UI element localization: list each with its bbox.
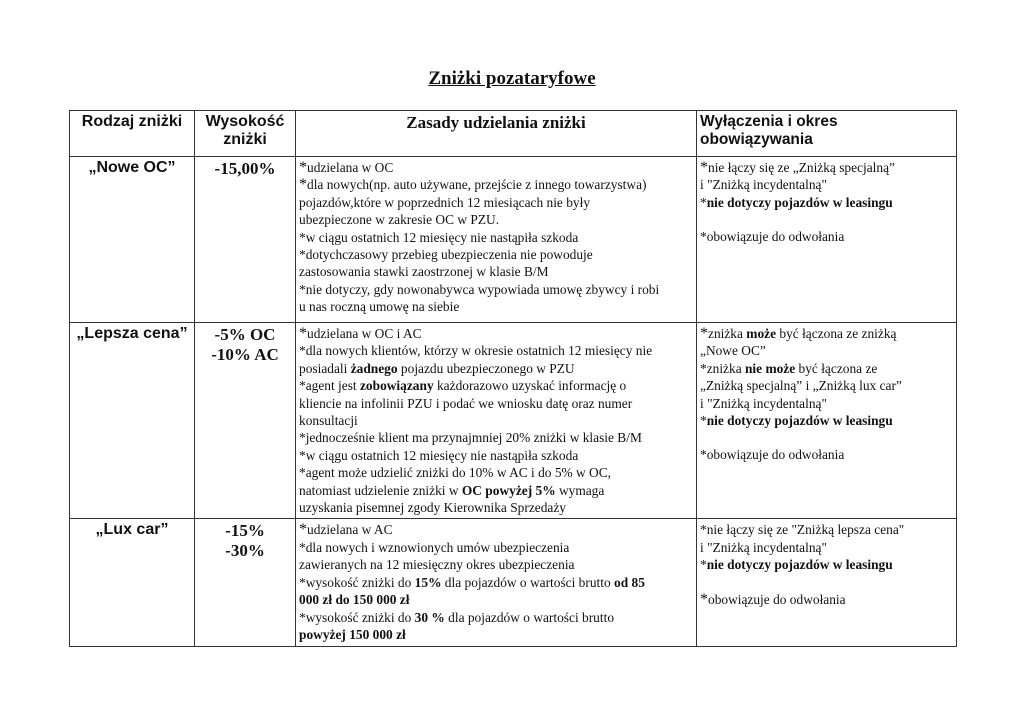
rule-line [299, 499, 693, 516]
rule-line [299, 521, 693, 538]
line-text: zniżka [708, 326, 747, 341]
line-text: * [700, 194, 707, 210]
discount-name: „Lepsza cena” [70, 323, 195, 519]
rule-line [299, 159, 693, 176]
line-text: *dla nowych i wznowionych umów ubezpieczenia [299, 539, 570, 555]
header-type: Rodzaj zniżki [70, 111, 195, 157]
line-text: i "Zniżką incydentalną" [700, 395, 827, 411]
line-text: konsultacji [299, 413, 358, 429]
line-text: obowiązuje do odwołania [708, 591, 846, 607]
exclusion-line [700, 176, 953, 193]
exclusion-line [700, 521, 953, 538]
line-bold: 30 % [414, 609, 445, 625]
header-exclusions: Wyłączenia i okres obowiązywania [697, 111, 957, 157]
rule-line [299, 325, 693, 342]
discounts-table [69, 110, 957, 647]
line-text-after: być łączona ze [795, 360, 878, 376]
line-text-after: być łączona ze zniżką [776, 326, 897, 341]
discount-exclusions [697, 323, 957, 519]
rule-line [299, 360, 693, 377]
rule-line [299, 246, 693, 263]
line-text: „Zniżką specjalną” i „Zniżką lux car” [700, 378, 902, 394]
rule-line [299, 626, 693, 643]
exclusion-line [700, 194, 953, 211]
line-text: *obowiązuje do odwołania [700, 447, 845, 463]
rule-line [299, 609, 693, 626]
line-bold: nie dotyczy pojazdów w leasingu [706, 557, 893, 573]
line-text: *w ciągu ostatnich 12 miesięcy nie nastąpiła szkoda [299, 229, 579, 245]
line-text: kliencie na infolinii PZU i podać we wniosku datę oraz numer [299, 395, 633, 411]
bullet-star: * [299, 325, 307, 342]
discount-amount-line1: -15% [225, 521, 265, 541]
line-text: * [700, 413, 707, 429]
line-bold: 15% [414, 574, 442, 590]
line-text: i "Zniżką incydentalną" [700, 177, 827, 193]
exclusion-line [700, 395, 953, 412]
exclusion-line [700, 446, 953, 463]
table-row [70, 323, 957, 519]
header-row [70, 111, 957, 157]
exclusion-line [700, 360, 953, 377]
rule-line [299, 194, 693, 211]
line-bold: może [746, 326, 777, 341]
line-text: *wysokość zniżki do [299, 609, 415, 625]
line-text: *nie dotyczy, gdy nowonabywca wypowiada umowę zbywcy i robi [299, 281, 660, 297]
exclusion-line [700, 159, 953, 176]
rule-line [299, 281, 693, 298]
bullet-star: * [299, 176, 307, 194]
line-text: nie łączy się ze „Zniżką specjalną” [708, 160, 895, 175]
rule-line [299, 229, 693, 246]
rule-line [299, 342, 693, 359]
line-bold: 000 zł do 150 000 zł [299, 592, 410, 608]
table-row [70, 519, 957, 647]
exclusion-gap [700, 574, 953, 591]
line-text-after: wymaga [555, 482, 605, 498]
discount-amount [195, 519, 296, 647]
discount-amount-line1: -15,00% [214, 159, 276, 178]
rule-line [299, 556, 693, 573]
line-bold-2: od 85 [614, 574, 645, 590]
header-amount [195, 111, 296, 157]
rule-line [299, 591, 693, 608]
line-text: zawieranych na 12 miesięczny okres ubezpieczenia [299, 557, 575, 573]
discount-amount [195, 323, 296, 519]
line-bold: żadnego [350, 360, 398, 376]
exclusion-line [700, 591, 953, 608]
rule-line [299, 482, 693, 499]
line-bold: nie dotyczy pojazdów w leasingu [706, 413, 893, 429]
exclusion-line [700, 412, 953, 429]
rule-line [299, 539, 693, 556]
discount-amount-line1: -5% OC [214, 325, 276, 344]
line-text: dla nowych(np. auto używane, przejście z innego towarzystwa) [307, 177, 647, 193]
line-text: udzielana w OC i AC [307, 326, 422, 341]
rule-line [299, 447, 693, 464]
line-text: *agent jest [299, 378, 360, 394]
line-text: *zniżka [700, 360, 745, 376]
discount-amount-line2: -10% AC [211, 345, 279, 364]
line-text: udzielana w AC [307, 522, 393, 538]
discount-name: „Nowe OC” [70, 157, 195, 323]
line-text: natomiast udzielenie zniżki w [299, 482, 462, 498]
discount-amount [195, 157, 296, 323]
rule-line [299, 412, 693, 429]
line-text: *dla nowych klientów, którzy w okresie ostatnich 12 miesięcy nie [299, 343, 653, 359]
line-text: *nie łączy się ze "Zniżką lepsza cena" [700, 522, 905, 538]
line-bold: powyżej 150 000 zł [299, 626, 406, 642]
rule-line [299, 377, 693, 394]
line-text-after: dla pojazdów o wartości brutto [441, 574, 615, 590]
header-amount-line1: Wysokość [205, 113, 285, 130]
line-text: *jednocześnie klient ma przynajmniej 20% zniżki w klasie B/M [299, 430, 642, 446]
rule-line [299, 263, 693, 280]
line-text: i "Zniżką incydentalną" [700, 539, 827, 555]
line-text: *obowiązuje do odwołania [700, 229, 845, 245]
discount-exclusions [697, 519, 957, 647]
line-text: uzyskania pisemnej zgody Kierownika Sprzedaży [299, 500, 566, 516]
exclusion-gap [700, 211, 953, 228]
bullet-star: * [299, 159, 307, 176]
discount-name: „Lux car” [70, 519, 195, 647]
exclusion-line [700, 377, 953, 394]
rule-line [299, 176, 693, 193]
exclusion-line [700, 342, 953, 359]
discount-amount-line2: -30% [225, 541, 265, 561]
discount-exclusions [697, 157, 957, 323]
discount-rules [296, 323, 697, 519]
line-text: u nas roczną umowę na siebie [299, 299, 460, 315]
line-bold: nie może [744, 360, 796, 376]
exclusion-line [700, 228, 953, 245]
line-text: posiadali [299, 360, 351, 376]
line-text-after: pojazdu ubezpieczonego w PZU [397, 360, 575, 376]
page-title: Zniżki pozataryfowe [428, 68, 596, 89]
line-bold: OC powyżej 5% [461, 482, 556, 498]
line-text: *agent może udzielić zniżki do 10% w AC i do 5% w OC, [299, 465, 612, 481]
line-bold: nie dotyczy pojazdów w leasingu [706, 194, 893, 210]
line-text-after: każdorazowo uzyskać informację o [433, 378, 627, 394]
rule-line [299, 464, 693, 481]
bullet-star: * [299, 521, 307, 539]
discount-rules [296, 157, 697, 323]
exclusion-line [700, 556, 953, 573]
rule-line [299, 211, 693, 228]
line-text: *dotychczasowy przebieg ubezpieczenia nie powoduje [299, 247, 593, 263]
exclusion-line [700, 325, 953, 342]
line-text: *wysokość zniżki do [299, 574, 415, 590]
rule-line [299, 298, 693, 315]
header-rules: Zasady udzielania zniżki [296, 111, 697, 157]
line-text-after: dla pojazdów o wartości brutto [444, 609, 615, 625]
bullet-star: * [700, 325, 708, 342]
header-amount-line2: zniżki [223, 131, 267, 148]
line-text: pojazdów,które w poprzednich 12 miesiącach nie były [299, 194, 591, 210]
bullet-star: * [700, 590, 708, 608]
line-bold: zobowiązany [359, 378, 434, 394]
discount-rules [296, 519, 697, 647]
line-text: ubezpieczone w zakresie OC w PZU. [299, 212, 500, 228]
line-text: * [700, 557, 707, 573]
rule-line [299, 429, 693, 446]
bullet-star: * [700, 159, 708, 176]
line-text: „Nowe OC” [700, 343, 766, 359]
exclusion-gap [700, 429, 953, 446]
line-text: zastosowania stawki zaostrzonej w klasie B/M [299, 264, 549, 280]
exclusion-line [700, 539, 953, 556]
table-row [70, 157, 957, 323]
rule-line [299, 395, 693, 412]
line-text: *w ciągu ostatnich 12 miesięcy nie nastąpiła szkoda [299, 447, 579, 463]
rule-line [299, 574, 693, 591]
line-text: udzielana w OC [307, 160, 394, 175]
